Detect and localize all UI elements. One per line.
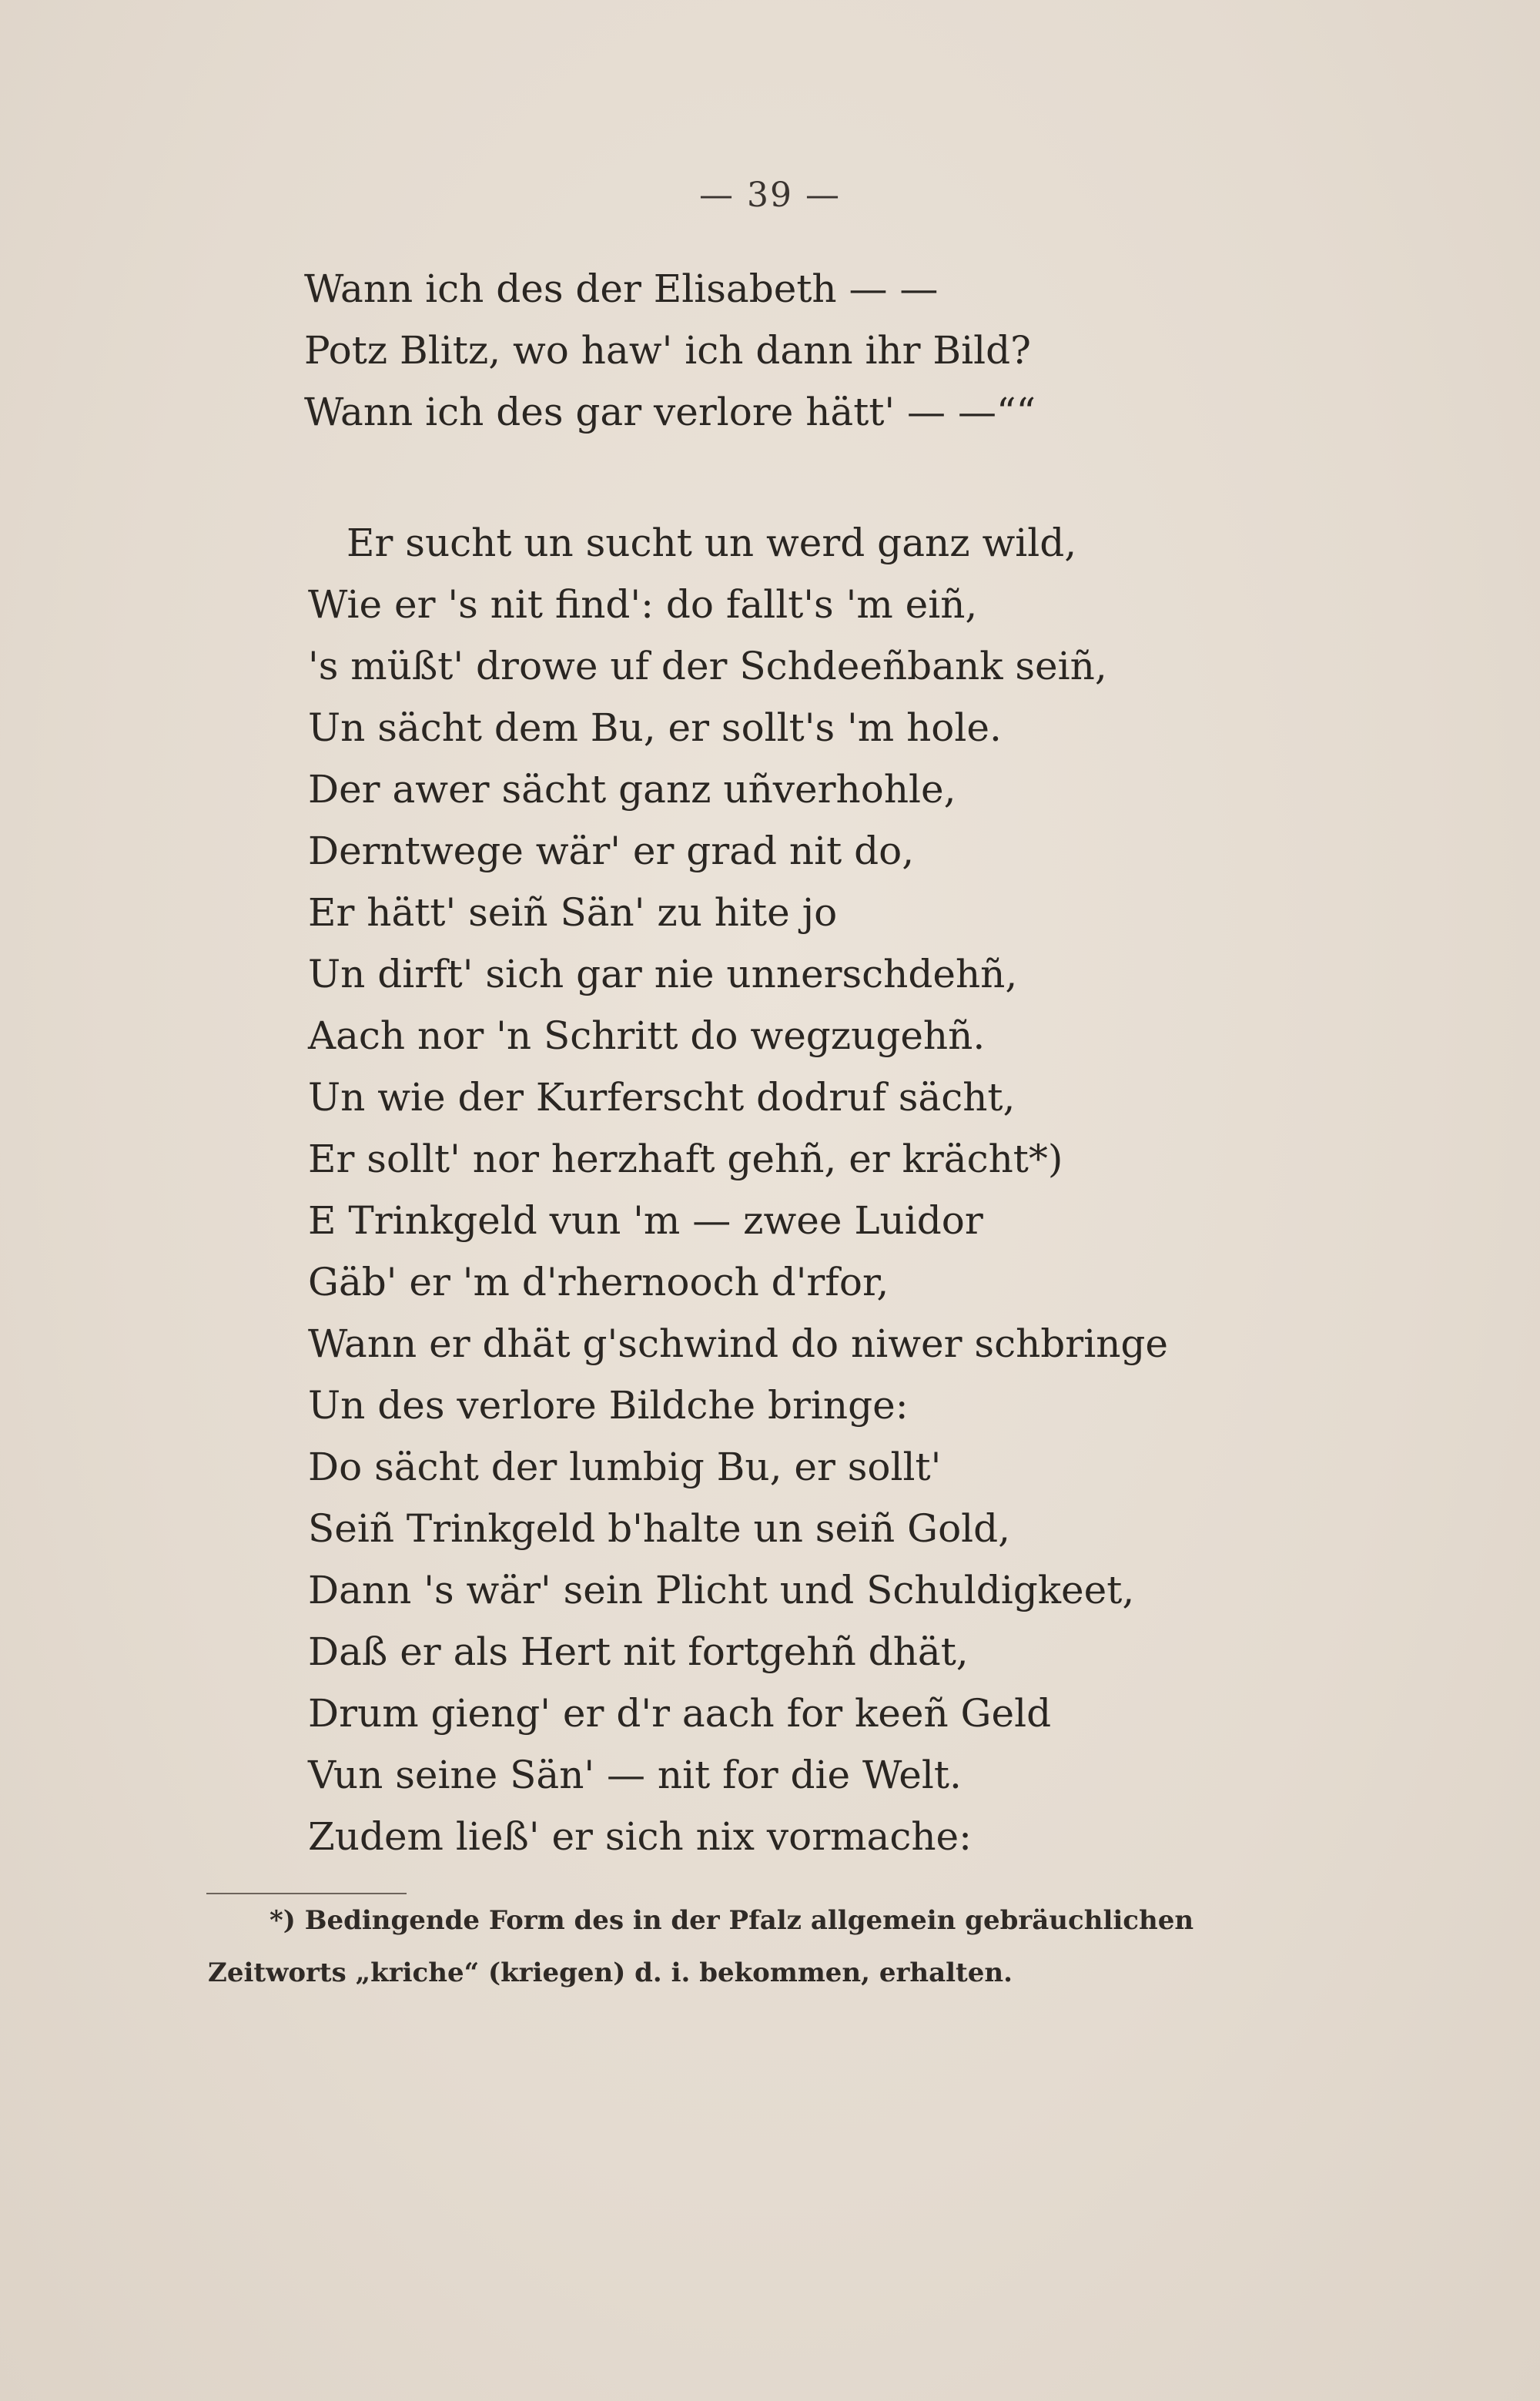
verse-line: Wann ich des der Elisabeth — — [304, 266, 939, 311]
footnote-line: Zeitworts „kriche“ (kriegen) d. i. bekommen, erhalten. [208, 1957, 1013, 1988]
verse-line: E Trinkgeld vun 'm — zwee Luidor [308, 1198, 983, 1243]
verse-line: Er sucht un sucht un werd ganz wild, [346, 521, 1077, 565]
verse-line: Vun seine Sän' — nit for die Welt. [308, 1753, 962, 1797]
verse-line: Der awer sächt ganz uñverhohle, [308, 767, 956, 812]
verse-line: Daß er als Hert nit fortgehñ dhät, [308, 1629, 969, 1674]
stanza-one [304, 258, 1305, 443]
verse-line: Wie er 's nit find': do fallt's 'm eiñ, [308, 582, 978, 627]
stanza-two [308, 512, 1309, 1867]
footnote [208, 1894, 1324, 1999]
verse-line: Wann er dhät g'schwind do niwer schbringe [308, 1321, 1168, 1366]
verse-line: Aach nor 'n Schritt do wegzugehñ. [308, 1013, 986, 1058]
verse-line: Zudem ließ' er sich nix vormache: [308, 1814, 972, 1859]
verse-line: Gäb' er 'm d'rhernooch d'rfor, [308, 1260, 889, 1304]
verse-line: Potz Blitz, wo haw' ich dann ihr Bild? [304, 328, 1031, 373]
verse-line: Un wie der Kurferscht dodruf sächt, [308, 1075, 1016, 1120]
verse-line: Er sollt' nor herzhaft gehñ, er krächt*) [308, 1137, 1063, 1181]
verse-line: 's müßt' drowe uf der Schdeeñbank seiñ, [308, 644, 1107, 688]
verse-line: Un sächt dem Bu, er sollt's 'm hole. [308, 705, 1002, 750]
verse-line: Un dirft' sich gar nie unnerschdehñ, [308, 952, 1018, 996]
verse-line: Un des verlore Bildche bringe: [308, 1383, 909, 1428]
verse-line: Do sächt der lumbig Bu, er sollt' [308, 1445, 942, 1489]
verse-line: Dann 's wär' sein Plicht und Schuldigkeet, [308, 1568, 1135, 1612]
verse-line: Er hätt' seiñ Sän' zu hite jo [308, 890, 838, 935]
verse-line: Derntwege wär' er grad nit do, [308, 829, 915, 873]
verse-line: Wann ich des gar verlore hätt' — —““ [304, 390, 1036, 434]
page-number: — 39 — [699, 176, 841, 215]
verse-line: Drum gieng' er d'r aach for keeñ Geld [308, 1691, 1052, 1736]
verse-line: Seiñ Trinkgeld b'halte un seiñ Gold, [308, 1506, 1011, 1551]
footnote-line: *) Bedingende Form des in der Pfalz allgemein gebräuchlichen [270, 1905, 1194, 1936]
